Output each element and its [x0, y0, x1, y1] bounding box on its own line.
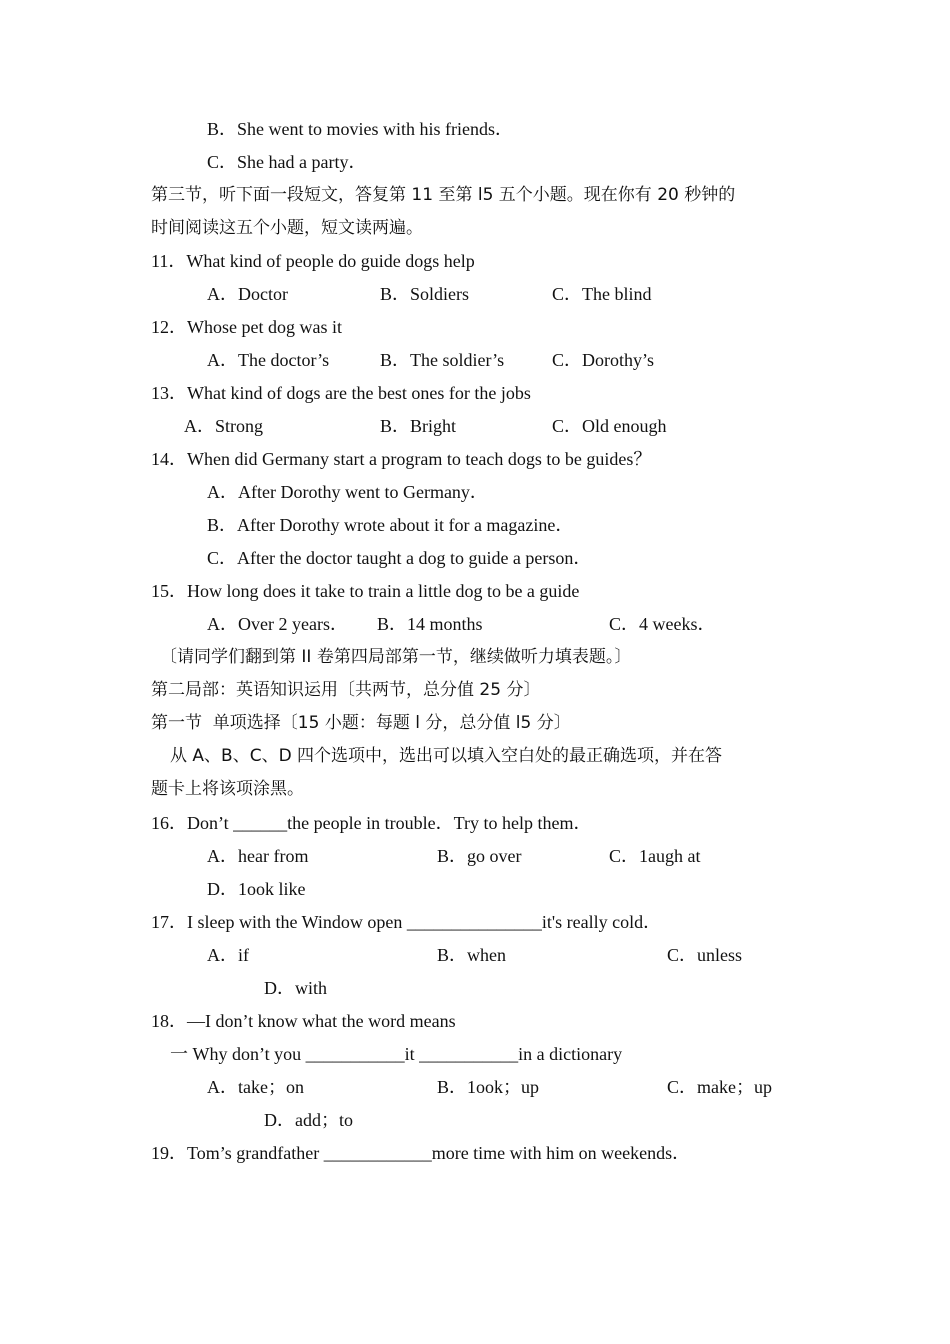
q13-option-c: C．Old enough [552, 416, 667, 436]
q11-option-a: A．Doctor [207, 284, 288, 304]
turn-page-note: 〔请同学们翻到第 II 卷第四局部第一节，继续做听力填表题。〕 [160, 647, 632, 667]
q18-option-c: C．make；up [667, 1077, 772, 1097]
section3-instruction-2: 时间阅读这五个小题，短文读两遍。 [151, 218, 423, 238]
q15-option-c: C．4 weeks． [609, 614, 716, 634]
part2-title: 第二局部：英语知识运用〔共两节，总分值 25 分〕 [151, 680, 541, 700]
q12-stem: 12．Whose pet dog was it [151, 317, 342, 337]
q18-option-a: A．take；on [207, 1077, 304, 1097]
q14-option-c: C．After the doctor taught a dog to guide a person． [207, 548, 592, 568]
q17-option-a: A．if [207, 945, 249, 965]
q18-stem: 18．—I don’t know what the word means [151, 1011, 456, 1031]
q11-option-b: B．Soldiers [380, 284, 470, 304]
q15-option-b: B．14 months [377, 614, 483, 634]
q18-stem-reply: 一 Why don’t you ___________it ___________in a dictionary [170, 1044, 623, 1064]
q10-option-b: B．She went to movies with his friends． [207, 119, 513, 139]
q12-option-c: C．Dorothy’s [552, 350, 655, 370]
q15-stem: 15．How long does it take to train a little dog to be a guide [151, 581, 580, 601]
q10-option-c: C．She had a party． [207, 152, 367, 172]
part2-instruction-1: 从 A、B、C、D 四个选项中，选出可以填入空白处的最正确选项，并在答 [170, 746, 723, 766]
part2-instruction-2: 题卡上将该项涂黑。 [151, 779, 304, 799]
q18-option-d: D．add；to [264, 1110, 353, 1130]
q16-option-b: B．go over [437, 846, 522, 866]
q16-stem: 16．Don’t ______the people in trouble．Try to help them． [151, 813, 592, 833]
q17-option-b: B．when [437, 945, 506, 965]
q11-option-c: C．The blind [552, 284, 652, 304]
q12-option-b: B．The soldier’s [380, 350, 505, 370]
q13-option-b: B．Bright [380, 416, 457, 436]
q18-option-b: B．1ook；up [437, 1077, 540, 1097]
q16-option-d: D．1ook like [207, 879, 306, 899]
q17-stem: 17．I sleep with the Window open _______________it's really cold． [151, 912, 662, 932]
q14-option-b: B．After Dorothy wrote about it for a magazine． [207, 515, 574, 535]
q16-option-c: C．1augh at [609, 846, 701, 866]
q17-option-c: C．unless [667, 945, 743, 965]
q17-option-d: D．with [264, 978, 327, 998]
q13-stem: 13．What kind of dogs are the best ones for the jobs [151, 383, 531, 403]
q11-stem: 11．What kind of people do guide dogs help [151, 251, 475, 271]
q13-option-a: A．Strong [184, 416, 264, 436]
q12-option-a: A．The doctor’s [207, 350, 330, 370]
q19-stem: 19．Tom’s grandfather ____________more time with him on weekends． [151, 1143, 691, 1163]
q15-option-a: A．Over 2 years． [207, 614, 348, 634]
q16-option-a: A．hear from [207, 846, 309, 866]
part2-section1-title: 第一节 单项选择〔15 小题：每题 l 分，总分值 l5 分〕 [151, 713, 571, 733]
q14-stem: 14．When did Germany start a program to teach dogs to be guides？ [151, 449, 652, 469]
q14-option-a: A．After Dorothy went to Germany． [207, 482, 488, 502]
section3-instruction-1: 第三节，听下面一段短文，答复第 11 至第 l5 五个小题。现在你有 20 秒钟的 [151, 185, 736, 205]
